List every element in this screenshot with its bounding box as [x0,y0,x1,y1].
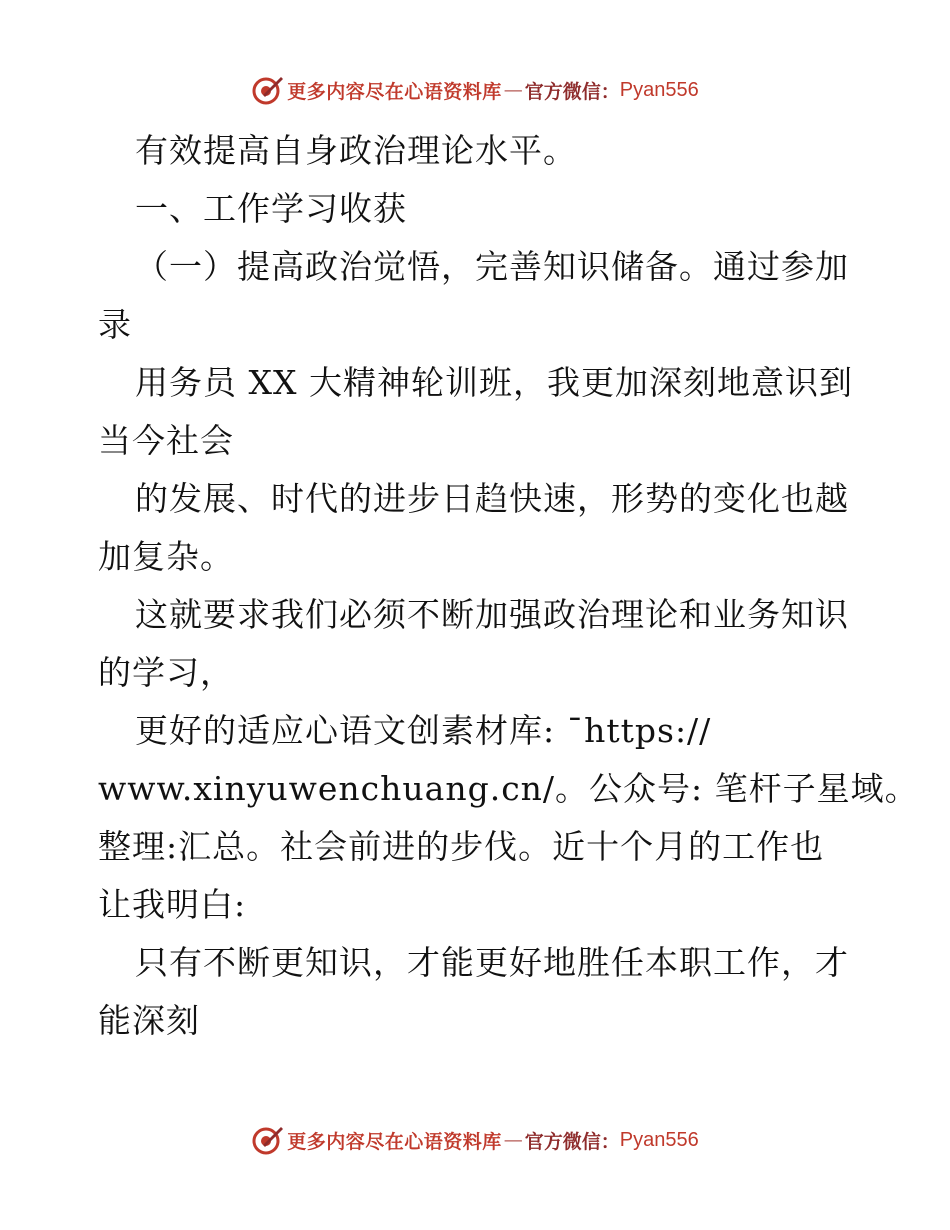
banner-wechat-label: 官方微信： [524,80,620,103]
section-heading: 一、工作学习收获 [135,189,407,228]
banner-wechat-id: Pyan556 [619,1128,699,1151]
quill-logo-icon [251,1123,285,1157]
document-body [98,122,919,1050]
body-line: 整理:汇总。社会前进的步伐。近十个月的工作也 [98,827,825,866]
banner-text: 更多内容尽在心语资料库 [287,1130,502,1153]
body-line: 的学习， [98,653,234,692]
banner-wechat-id: Pyan556 [619,78,699,101]
subsection-heading: （一）提高政治觉悟，完善知识储备。通过参加 [135,247,849,286]
body-line: 有效提高自身政治理论水平。 [135,131,577,170]
banner-wechat-label: 官方微信： [524,1130,620,1153]
body-line: 录 [98,305,132,344]
body-line: 能深刻 [98,1001,200,1040]
banner-dash: — [503,1129,523,1151]
body-line: 让我明白: [98,885,247,924]
body-line: 当今社会 [98,421,234,460]
body-line: 更好的适应心语文创素材库: ¯https:// [135,711,712,750]
body-line: 的发展、时代的进步日趋快速，形势的变化也越 [135,479,849,518]
body-line: 用务员 XX 大精神轮训班，我更加深刻地意识到 [135,363,853,402]
banner-dash: — [503,79,523,101]
body-line: 只有不断更知识，才能更好地胜任本职工作，才 [135,943,849,982]
banner-text: 更多内容尽在心语资料库 [287,80,502,103]
body-line: 加复杂。 [98,537,234,576]
quill-logo-icon [251,73,285,107]
body-line: www.xinyuwenchuang.cn/。公众号: 笔杆子星域。 [98,769,919,808]
header-banner [0,70,950,110]
footer-banner [0,1120,950,1160]
body-line: 这就要求我们必须不断加强政治理论和业务知识 [135,595,849,634]
